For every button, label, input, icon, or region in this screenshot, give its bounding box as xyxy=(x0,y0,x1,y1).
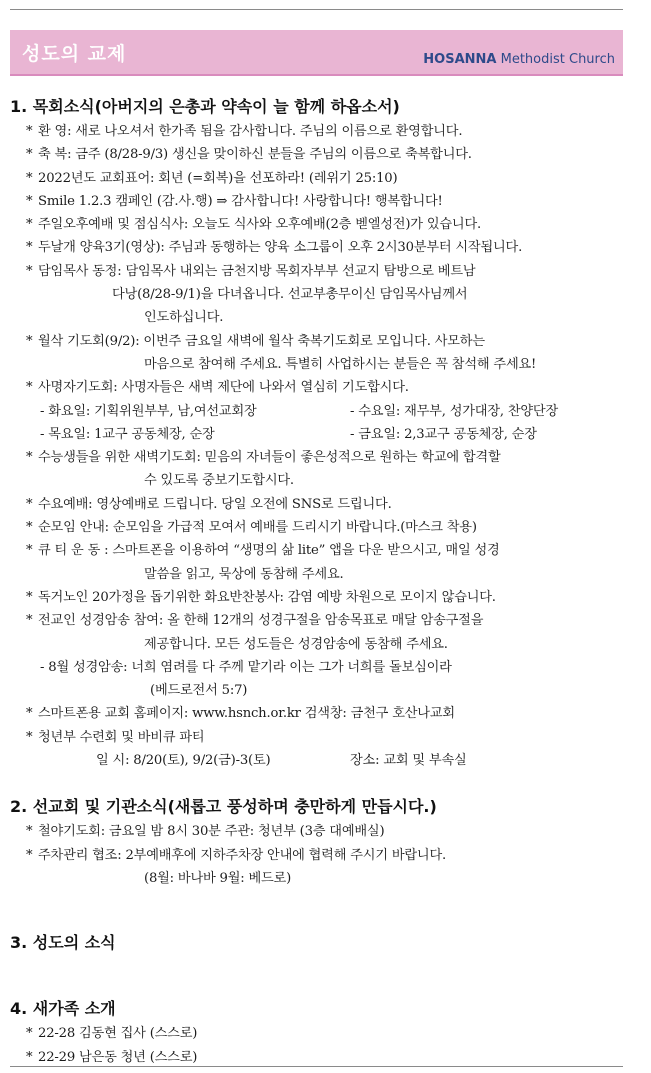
bullet-mark: * xyxy=(26,847,33,863)
bullet-mark: * xyxy=(26,170,33,186)
section-heading-1: 1. 목회소식(아버지의 은총과 약속이 늘 함께 하옵소서) xyxy=(10,97,400,116)
bullet-mark: * xyxy=(26,706,33,722)
bullet-mark: * xyxy=(26,147,33,163)
church-name xyxy=(423,52,615,67)
bullet-mark: * xyxy=(26,450,33,466)
bullet-mark: * xyxy=(26,380,33,396)
top-rule xyxy=(10,9,623,10)
bullet-mark: * xyxy=(26,193,33,209)
list-item: * 주차관리 협조: 2부예배후에 지하주차장 안내에 협력해 주시기 바랍니다. xyxy=(0,844,651,867)
list-item: * 철야기도회: 금요일 밤 8시 30분 주관: 청년부 (3층 대예배실) xyxy=(0,820,651,843)
list-item: * 주일오후예배 및 점심식사: 오늘도 식사와 오후예배(2층 벧엘성전)가 있습니다. xyxy=(0,213,651,236)
scripture-row: - 8월 성경암송: 너희 염려를 다 주께 맡기라 이는 그가 너희를 돌보심이라 xyxy=(40,659,452,675)
list-item: * 담임목사 동정: 담임목사 내외는 금천지방 목회자부부 선교지 탐방으로 베트남 xyxy=(0,260,651,283)
banner-title: 성도의 교제 xyxy=(22,43,127,65)
bullet-mark: * xyxy=(26,333,33,349)
list-item-continuation: 수 있도록 중보기도합시다. xyxy=(144,473,294,489)
list-item: * Smile 1.2.3 캠페인 (감.사.행) ⇒ 감사합니다! 사랑합니다! 행복합니다! xyxy=(0,190,651,213)
bullet-mark: * xyxy=(26,263,33,279)
section-2-list xyxy=(0,820,651,890)
bullet-mark: * xyxy=(26,729,33,745)
bullet-mark: * xyxy=(26,124,33,139)
section-heading-3: 3. 성도의 소식 xyxy=(10,933,116,953)
bullet-mark: * xyxy=(26,240,33,256)
list-item: * 두날개 양육3기(영상): 주님과 동행하는 양육 소그룹이 오후 2시30분부터 시작됩니다. xyxy=(0,236,651,259)
list-item-continuation: 인도하십니다. xyxy=(144,310,224,326)
bullet-mark: * xyxy=(26,1049,33,1065)
bulletin-body xyxy=(0,94,651,1069)
section-4-list xyxy=(0,1022,651,1069)
list-item: * 22-28 김동현 집사 (스스로) xyxy=(0,1022,651,1045)
list-item: * 큐 티 운 동 : 스마트폰을 이용하여 “생명의 삶 lite” 앱을 다운 받으시고, 매일 성경 xyxy=(0,539,651,562)
list-item: * 스마트폰용 교회 홈페이지: www.hsnch.or.kr 검색창: 금천구 호산나교회 xyxy=(0,702,651,725)
bullet-mark: * xyxy=(26,824,33,840)
schedule-row: - 목요일: 1교구 공동체장, 순장 - 금요일: 2,3교구 공동체장, 순장 xyxy=(40,426,537,442)
section-heading-4: 4. 새가족 소개 xyxy=(10,999,116,1019)
list-item: * 2022년도 교회표어: 회년 (=회복)을 선포하라! (레위기 25:10) xyxy=(0,167,651,190)
list-item: * 수요예배: 영상예배로 드립니다. 당일 오전에 SNS로 드립니다. xyxy=(0,493,651,516)
schedule-row: - 화요일: 기획위원부부, 남,여선교회장 - 수요일: 재무부, 성가대장, 찬양단장 xyxy=(40,403,558,419)
list-item: * 전교인 성경암송 참여: 올 한해 12개의 성경구절을 암송목표로 매달 암송구절을 xyxy=(0,609,651,632)
bullet-mark: * xyxy=(26,589,33,605)
list-item-continuation: 마음으로 참여해 주세요. 특별히 사업하시는 분들은 꼭 참석해 주세요! xyxy=(144,356,537,372)
list-item: * 월삭 기도회(9/2): 이번주 금요일 새벽에 월삭 축복기도회로 모입니다. 사모하는 xyxy=(0,330,651,353)
bullet-mark: * xyxy=(26,520,33,536)
section-banner xyxy=(10,30,623,76)
bullet-mark: * xyxy=(26,613,33,629)
list-item: * 독거노인 20가정을 돕기위한 화요반찬봉사: 감염 예방 차원으로 모이지 않습니다. xyxy=(0,586,651,609)
bottom-rule xyxy=(10,1066,623,1067)
church-name-bold: HOSANNA xyxy=(423,52,497,67)
church-name-rest: Methodist Church xyxy=(496,52,615,67)
list-item: * 수능생들을 위한 새벽기도회: 믿음의 자녀들이 좋은성적으로 원하는 학교에 합격할 xyxy=(0,446,651,469)
scripture-reference: (베드로전서 5:7) xyxy=(150,683,248,699)
bullet-mark: * xyxy=(26,217,33,233)
bullet-mark: * xyxy=(26,543,33,559)
list-item-continuation: 제공합니다. 모든 성도들은 성경암송에 동참해 주세요. xyxy=(144,636,448,652)
list-item: * 축 복: 금주 (8/28-9/3) 생신을 맞이하신 분들을 주님의 이름으로 축복합니다. xyxy=(0,143,651,166)
event-detail-row: 일 시: 8/20(토), 9/2(금)-3(토) 장소: 교회 및 부속실 xyxy=(96,753,467,769)
section-1-list xyxy=(0,120,651,772)
list-item: * 환 영: 새로 나오셔서 한가족 됨을 감사합니다. 주님의 이름으로 환영합니다. xyxy=(0,120,651,143)
list-item: * 22-29 남은동 청년 (스스로) xyxy=(0,1046,651,1069)
list-item-continuation: (8월: 바나바 9월: 베드로) xyxy=(144,870,292,886)
list-item: * 순모임 안내: 순모임을 가급적 모여서 예배를 드리시기 바랍니다.(마스크 착용) xyxy=(0,516,651,539)
list-item: * 사명자기도회: 사명자들은 새벽 제단에 나와서 열심히 기도합시다. xyxy=(0,376,651,399)
bullet-mark: * xyxy=(26,496,33,512)
section-heading-2: 2. 선교회 및 기관소식(새롭고 풍성하며 충만하게 만듭시다.) xyxy=(10,797,437,817)
list-item-continuation: 다낭(8/28-9/1)을 다녀옵니다. 선교부총무이신 담임목사님께서 xyxy=(112,287,468,303)
list-item-continuation: 말씀을 읽고, 묵상에 동참해 주세요. xyxy=(144,566,344,582)
bullet-mark: * xyxy=(26,1026,33,1042)
list-item: * 청년부 수련회 및 바비큐 파티 xyxy=(0,726,651,749)
